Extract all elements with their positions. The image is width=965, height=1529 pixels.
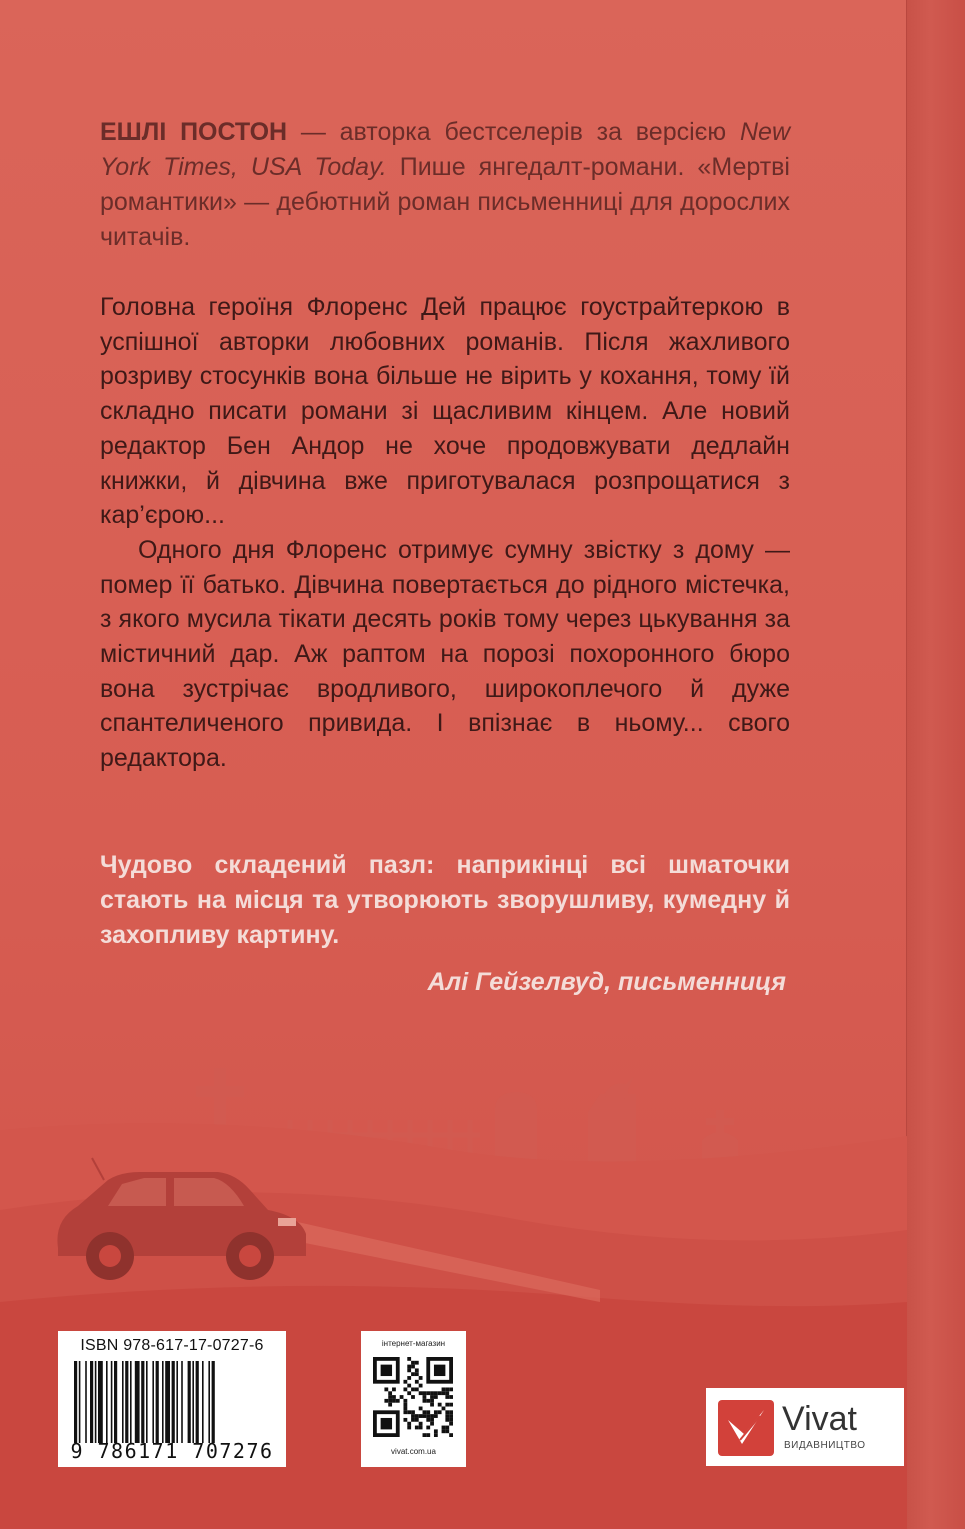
- book-spine: [906, 0, 965, 1529]
- bio-text-1: — авторка бестселерів за версією: [287, 118, 740, 146]
- synopsis-paragraph: Одного дня Флоренс отримує сумну звістку з дому — помер її батько. Дівчина повертається до рідного містечка, з якого мусила тікати десять років тому через цькування за містичний дар. Аж раптом на порозі похоронного бюро вона зустрічає вродливого, широкоплечого й дуже спантеличеного привида. І впізнає в ньому... свого редактора.: [100, 535, 790, 773]
- qr-code-icon: [373, 1357, 453, 1437]
- bio-text-2: Пише янгедалт-романи. «Мертві романтики» — дебютний роман письменниці для дорослих читачів.: [100, 153, 790, 251]
- isbn-barcode: [58, 1331, 286, 1467]
- synopsis: [100, 290, 790, 776]
- quill-logo-icon: [718, 1400, 774, 1456]
- blurb-quote: [100, 848, 790, 953]
- author-name: ЕШЛІ ПОСТОН: [100, 118, 288, 146]
- shop-qr: [361, 1331, 466, 1467]
- blurb-quote-text: Чудово складений пазл: наприкінці всі шматочки стають на місця та утворюють зворушливу, кумедну й захопливу картину.: [100, 851, 790, 949]
- barcode-digits: 9 786171 707276: [70, 1439, 274, 1463]
- qr-url: vivat.com.ua: [391, 1447, 436, 1456]
- qr-label: інтернет-магазин: [381, 1339, 446, 1348]
- bio-publications: New York Times, USA Today.: [100, 118, 790, 181]
- publisher-subtitle: ВИДАВНИЦТВО: [784, 1440, 866, 1451]
- blurb-attribution: Алі Гейзелвуд, письменниця: [427, 968, 786, 996]
- author-bio: [100, 115, 790, 255]
- barcode-icon: [72, 1361, 272, 1443]
- synopsis-paragraph: Головна героїня Флоренс Дей працює гоустрайтеркою в успішної авторки любовних романів. Після жахливого розриву стосунків вона більше не вірить у кохання, тому їй складно писати романи зі щасливим кінцем. Але новий редактор Бен Андор не хоче продовжувати дедлайн книжки, й дівчина вже приготувалася розпрощатися з кар’єрою...: [100, 293, 790, 530]
- isbn-label: ISBN 978-617-17-0727-6: [80, 1337, 264, 1354]
- publisher-name: Vivat: [782, 1400, 857, 1438]
- publisher-logo: [706, 1388, 904, 1466]
